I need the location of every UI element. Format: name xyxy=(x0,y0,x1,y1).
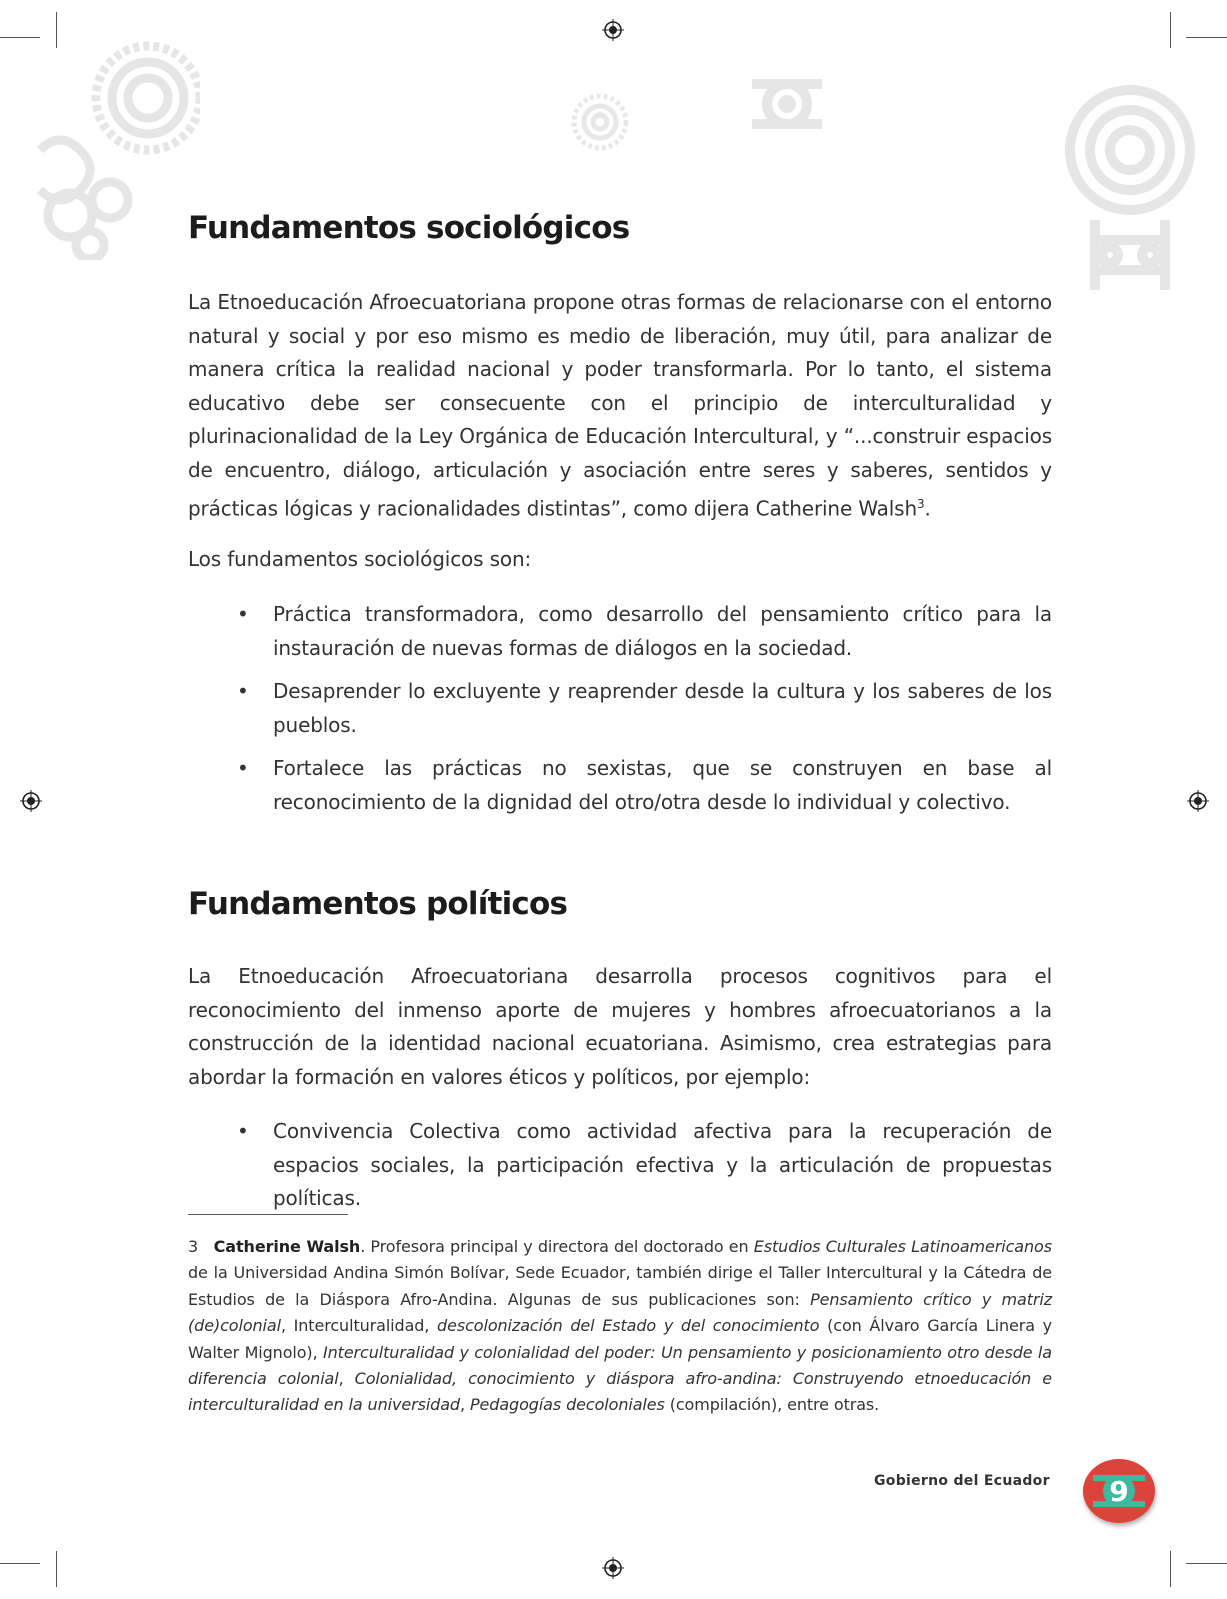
section-paragraph: La Etnoeducación Afroecuatoriana desarrolla procesos cognitivos para el reconocimiento del inmenso aporte de mujeres y hombres afroecuatorianos a la construcción de la identidad nacional ecuatoriana. Asimismo, crea estrategias para abordar la formación en valores éticos y políticos, por ejemplo: xyxy=(188,964,1052,1089)
footnote-text: (con Álvaro García Linera y Walter Mignolo), xyxy=(188,1316,1052,1362)
footnote-author: Catherine Walsh xyxy=(213,1237,361,1256)
list-item xyxy=(188,1115,1052,1216)
section-paragraph xyxy=(188,286,1052,526)
list-item-text: Desaprender lo excluyente y reaprender desde la cultura y los saberes de los pueblos. xyxy=(273,679,1052,737)
footnote-number: 3 xyxy=(188,1237,199,1256)
section-heading: Fundamentos sociológicos xyxy=(188,210,630,246)
flower-ornament-icon xyxy=(742,64,832,144)
registration-mark-icon xyxy=(1187,790,1209,812)
page-number-badge xyxy=(1079,1451,1159,1531)
footnote-italic: Estudios Culturales Latinoamericanos xyxy=(753,1237,1052,1256)
footnote xyxy=(188,1234,1052,1419)
list-item-text: Fortalece las prácticas no sexistas, que se construyen en base al reconocimiento de la dignidad del otro/otra desde lo individual y colectivo. xyxy=(273,756,1052,814)
bullet-icon: • xyxy=(237,602,249,626)
bullet-icon: • xyxy=(237,679,249,704)
footnote-divider xyxy=(188,1214,348,1215)
spiral-ornament-icon xyxy=(570,92,630,152)
footnote-italic: descolonización del Estado y del conocimiento xyxy=(437,1316,820,1336)
registration-mark-icon xyxy=(602,19,624,41)
bullet-icon: • xyxy=(237,1119,249,1143)
concentric-circle-ornament-icon xyxy=(1060,80,1200,300)
bullet-icon: • xyxy=(237,756,249,781)
registration-mark-icon xyxy=(20,790,42,812)
footnote-italic: Pedagogías decoloniales xyxy=(469,1395,665,1415)
bullet-list xyxy=(188,598,1052,830)
publisher-label: Gobierno del Ecuador xyxy=(874,1473,1050,1489)
list-item-text: Práctica transformadora, como desarrollo del pensamiento crítico para la instauración de nuevas formas de diálogos en la sociedad. xyxy=(273,602,1052,660)
footnote-text: (compilación), entre otras. xyxy=(664,1395,880,1415)
spiral-ornament-icon xyxy=(30,30,200,260)
crop-mark xyxy=(1186,1563,1227,1564)
page-number: 9 xyxy=(1109,1475,1129,1508)
crop-mark xyxy=(0,1563,40,1564)
bullet-list xyxy=(188,1115,1052,1226)
list-item xyxy=(188,675,1052,742)
list-item xyxy=(188,598,1052,665)
footnote-text: de la Universidad Andina Simón Bolívar, Sede Ecuador, también dirige el Taller Intercultural y la Cátedra de Estudios de la Diáspora Afro-Andina. Algunas de sus publicaciones son: xyxy=(188,1263,1052,1309)
list-item xyxy=(188,752,1052,819)
crop-mark xyxy=(1186,37,1227,38)
crop-mark xyxy=(1170,12,1171,48)
paragraph-text: La Etnoeducación Afroecuatoriana propone otras formas de relacionarse con el entorno natural y social y por eso mismo es medio de liberación, muy útil, para analizar de manera crítica la realidad nacional y poder transformarla. Por lo tanto, el sistema educativo debe ser consecuente con el principio de interculturalidad y plurinacionalidad de la Ley Orgánica de Educación Intercultural, y “...construir espacios de encuentro, diálogo, articulación y asociación entre seres y saberes, sentidos y prácticas lógicas y racionalidades distintas”, como dijera Catherine Walsh xyxy=(188,290,1052,521)
list-item-text: Convivencia Colectiva como actividad afectiva para la recuperación de espacios sociales, la participación efectiva y la articulación de propuestas políticas. xyxy=(273,1119,1052,1211)
footnote-text: . Profesora principal y directora del doctorado en xyxy=(360,1237,754,1256)
footnote-reference: 3 xyxy=(916,496,925,511)
footnote-text: , Interculturalidad, xyxy=(280,1316,438,1336)
paragraph-end: . xyxy=(924,496,931,521)
footnote-text: , xyxy=(459,1395,470,1415)
footnote-italic: Pensamiento crítico y matriz (de)colonial xyxy=(188,1289,1052,1336)
footnote-text: , xyxy=(338,1369,355,1389)
crop-mark xyxy=(56,1551,57,1587)
footnote-italic: Colonialidad, conocimiento y diáspora afro-andina: Construyendo etnoeducación e interculturalidad en la universidad xyxy=(188,1369,1052,1415)
footnote-italic: Interculturalidad y colonialidad del poder: Un pensamiento y posicionamiento otro desde la diferencia colonial xyxy=(188,1342,1052,1389)
section-intro: Los fundamentos sociológicos son: xyxy=(188,547,532,571)
registration-mark-icon xyxy=(602,1557,624,1579)
section-heading: Fundamentos políticos xyxy=(188,886,568,922)
crop-mark xyxy=(1170,1551,1171,1587)
